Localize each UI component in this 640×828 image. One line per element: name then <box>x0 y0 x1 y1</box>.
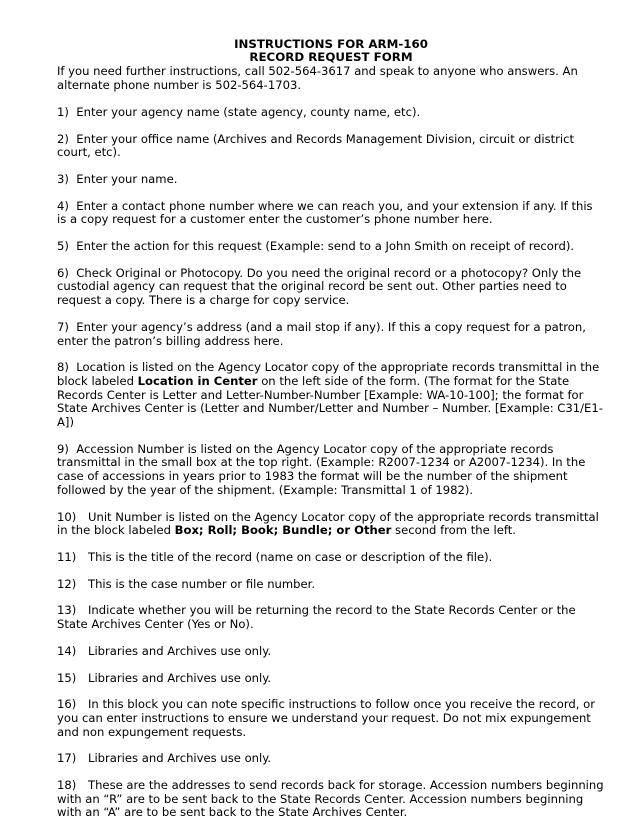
instruction-4 <box>57 200 605 227</box>
instruction-text: This is the title of the record (name on case or description of the file). <box>88 549 493 564</box>
instruction-text: Check Original or Photocopy. Do you need the original record or a photocopy? Only the custodial agency can request that the original record be sent out. Other parties need to request a copy. There is a charge for copy service. <box>57 265 582 308</box>
instruction-text: Unit Number is listed on the Agency Locator copy of the appropriate records transmittal in the block labeled <box>57 509 599 538</box>
instruction-number: 1) <box>57 104 69 119</box>
instruction-number: 2) <box>57 131 69 146</box>
instruction-7 <box>57 321 605 348</box>
document-title <box>57 38 605 64</box>
instruction-number: 15) <box>57 670 77 685</box>
instruction-text: Enter a contact phone number where we can reach you, and your extension if any. If this is a copy request for a customer enter the customer’s phone number here. <box>57 198 593 227</box>
instruction-11 <box>57 551 605 565</box>
instruction-number: 17) <box>57 751 77 766</box>
instruction-number: 6) <box>57 265 69 280</box>
title-line-2: RECORD REQUEST FORM <box>249 50 413 65</box>
instruction-text: Enter the action for this request (Example: send to a John Smith on receipt of record). <box>76 239 575 254</box>
instruction-9 <box>57 443 605 498</box>
instruction-text: This is the case number or file number. <box>88 576 316 591</box>
instruction-number: 13) <box>57 603 77 618</box>
instruction-number: 10) <box>57 509 77 524</box>
instruction-10 <box>57 511 605 538</box>
instruction-1 <box>57 106 605 120</box>
instruction-number: 7) <box>57 319 69 334</box>
instruction-text: Accession Number is listed on the Agency Locator copy of the appropriate records transmittal in the small box at the top right. (Example: R2007-1234 or A2007-1234). In the case of accessions in years prior to 1983 the format will be the number of the shipment followed by the year of the shipment. (Example: Transmittal 1 of 1982). <box>57 441 586 497</box>
instruction-number: 9) <box>57 441 69 456</box>
instruction-5 <box>57 240 605 254</box>
instruction-number: 8) <box>57 360 69 375</box>
instruction-text-continued: second from the left. <box>391 523 516 538</box>
instruction-text: Enter your name. <box>76 171 178 186</box>
instruction-text: Indicate whether you will be returning the record to the State Records Center or the State Archives Center (Yes or No). <box>57 603 576 632</box>
instruction-2 <box>57 133 605 160</box>
instruction-number: 5) <box>57 239 69 254</box>
location-in-center-label: Location in Center <box>137 373 258 388</box>
intro-paragraph: If you need further instructions, call 502-564-3617 and speak to anyone who answers. An alternate phone number is 502-564-1703. <box>57 64 578 93</box>
instruction-number: 14) <box>57 643 77 658</box>
title-line-1: INSTRUCTIONS FOR ARM-160 <box>234 37 428 51</box>
instruction-text: Enter your office name (Archives and Records Management Division, circuit or district court, etc). <box>57 131 575 160</box>
instruction-number: 3) <box>57 171 69 186</box>
instruction-15 <box>57 672 605 686</box>
instruction-12 <box>57 578 605 592</box>
instructions-document <box>57 38 605 820</box>
instruction-number: 11) <box>57 549 77 564</box>
instruction-text-continued: on the left side of the form. (The format for the State Records Center is Letter and Letter-Number-Number [Example: WA-10-100]; the format for State Archives Center is (Letter and Number/Letter and Number – Number. [Example: C31/E1-A]) <box>57 373 603 430</box>
instruction-3 <box>57 173 605 187</box>
instruction-number: 18) <box>57 778 77 793</box>
unit-block-label: Box; Roll; Book; Bundle; or Other <box>174 523 392 538</box>
instruction-17 <box>57 752 605 766</box>
instruction-18 <box>57 779 605 820</box>
instruction-text: In this block you can note specific instructions to follow once you receive the record, or you can enter instructions to ensure we understand your request. Do not mix expungement and non expungement requests. <box>57 697 595 739</box>
instruction-text: Location is listed on the Agency Locator copy of the appropriate records transmittal in the block labeled <box>57 360 600 388</box>
instruction-text: Libraries and Archives use only. <box>88 751 272 766</box>
instruction-number: 12) <box>57 576 77 591</box>
instruction-16 <box>57 698 605 739</box>
instruction-text: Libraries and Archives use only. <box>88 643 272 658</box>
instruction-8 <box>57 361 605 430</box>
instruction-14 <box>57 645 605 659</box>
instruction-text: Enter your agency name (state agency, county name, etc). <box>76 104 421 119</box>
instruction-6 <box>57 267 605 308</box>
instruction-text: Enter your agency’s address (and a mail stop if any). If this a copy request for a patron, enter the patron’s billing address here. <box>57 319 586 348</box>
instruction-13 <box>57 604 605 631</box>
instruction-number: 4) <box>57 198 69 213</box>
instruction-number: 16) <box>57 697 77 712</box>
instruction-text: Libraries and Archives use only. <box>88 670 272 685</box>
instruction-text: These are the addresses to send records back for storage. Accession numbers beginning with an “R” are to be sent back to the State Records Center. Accession numbers beginning with an “A” are to be sent back to the State Archives Center. <box>57 778 604 820</box>
